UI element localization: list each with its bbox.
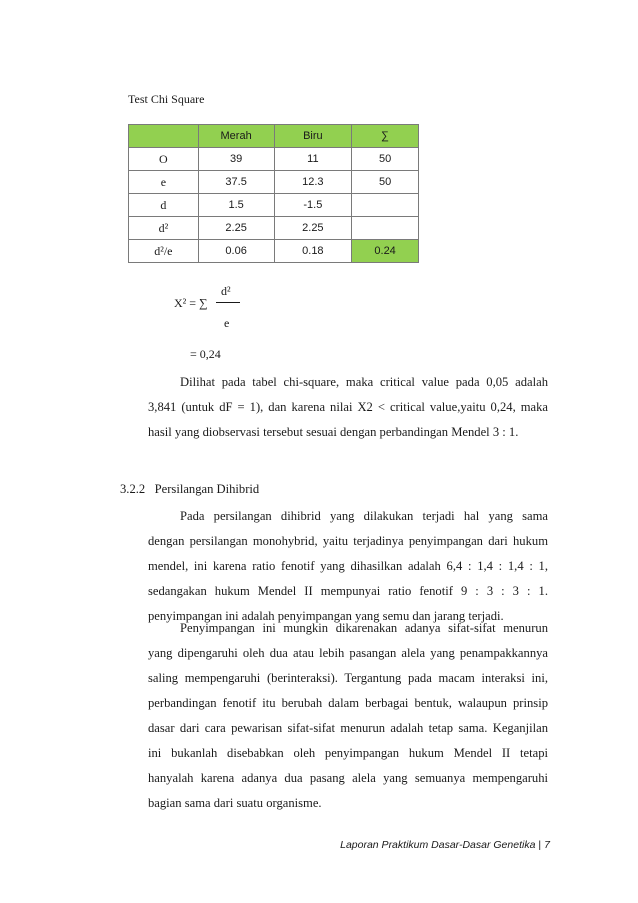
footer-separator: | (538, 839, 542, 851)
paragraph-critical-value (148, 370, 548, 445)
chi-square-table (128, 124, 419, 263)
paragraph-penyimpangan (148, 616, 548, 816)
table-cell (352, 194, 419, 217)
paragraph-line: saling mempengaruhi (berinteraksi). Tergantung pada macam interaksi ini, (148, 671, 548, 685)
paragraph-line: dasar dari cara pewarisan sifat-sifat menurun adalah tetap sama. Keganjilan (148, 721, 548, 735)
table-header-cell: Biru (274, 125, 352, 148)
table-cell: 0.06 (198, 240, 274, 263)
table-header-row (129, 125, 419, 148)
formula-denominator: e (224, 316, 230, 330)
table-header-cell (129, 125, 199, 148)
paragraph-line: sedangakan hukum Mendel II mempunyai ratio fenotif 9 : 3 : 3 : 1. (148, 584, 548, 598)
table-row (129, 217, 419, 240)
subsection-heading: 3.2.2 Persilangan Dihibrid (120, 482, 260, 496)
table-row-label: d² (129, 217, 199, 240)
table-cell: 50 (352, 148, 419, 171)
formula-result: = 0,24 (190, 347, 221, 361)
table-header-cell: ∑ (352, 125, 419, 148)
paragraph-line: Pada persilangan dihibrid yang dilakukan terjadi hal yang sama (180, 509, 548, 523)
paragraph-line: mendel, ini karena ratio fenotif yang dihasilkan adalah 6,4 : 1,4 : 1,4 : 1, (148, 559, 548, 573)
table-row-label: e (129, 171, 199, 194)
paragraph-line: Dilihat pada tabel chi-square, maka critical value pada 0,05 adalah (180, 375, 548, 389)
table-row-label: d (129, 194, 199, 217)
section-title: Test Chi Square (128, 92, 205, 106)
paragraph-line: penyimpangan ini adalah penyimpangan yang semu dan jarang terjadi. (148, 609, 504, 623)
table-cell: 39 (198, 148, 274, 171)
table-cell: 0.18 (274, 240, 352, 263)
table-row (129, 171, 419, 194)
footer-title: Laporan Praktikum Dasar-Dasar Genetika (340, 839, 536, 851)
table-header-cell: Merah (198, 125, 274, 148)
formula-fraction-bar (216, 302, 240, 303)
table-cell (352, 217, 419, 240)
table-row-label: d²/e (129, 240, 199, 263)
table-row (129, 194, 419, 217)
paragraph-line: hanyalah karena adanya dua pasang alela yang semuanya mempengaruhi (148, 771, 548, 785)
table-cell: 11 (274, 148, 352, 171)
paragraph-line: 3,841 (untuk dF = 1), dan karena nilai X2 < critical value,yaitu 0,24, maka (148, 400, 548, 414)
paragraph-line: perbandingan fenotif itu berubah dalam berbagai bentuk, walaupun prinsip (148, 696, 548, 710)
table-cell: 1.5 (198, 194, 274, 217)
table-row (129, 240, 419, 263)
table-cell: 2.25 (274, 217, 352, 240)
table-cell: 37.5 (198, 171, 274, 194)
paragraph-line: bagian sama dari suatu organisme. (148, 796, 322, 810)
table-row (129, 148, 419, 171)
table-cell: 50 (352, 171, 419, 194)
formula-lhs: X² = ∑ (174, 296, 208, 310)
paragraph-line: ini bukanlah disebabkan oleh penyimpangan hukum Mendel II tetapi (148, 746, 548, 760)
page-number: 7 (544, 839, 550, 851)
paragraph-line: hasil yang diobservasi tersebut sesuai dengan perbandingan Mendel 3 : 1. (148, 425, 519, 439)
paragraph-dihibrid (148, 504, 548, 629)
paragraph-line: dengan persilangan monohybrid, yaitu terjadinya penyimpangan dari hukum (148, 534, 548, 548)
table-row-label: O (129, 148, 199, 171)
paragraph-line: yang dipengaruhi oleh dua atau lebih pasangan alela yang penampakkannya (148, 646, 548, 660)
table-cell: -1.5 (274, 194, 352, 217)
table-cell: 2.25 (198, 217, 274, 240)
paragraph-line: Penyimpangan ini mungkin dikarenakan adanya sifat-sifat menurun (180, 621, 548, 635)
table-cell-total-highlight: 0.24 (352, 240, 419, 263)
table-cell: 12.3 (274, 171, 352, 194)
formula-numerator: d² (221, 284, 231, 298)
page-footer (340, 839, 550, 851)
